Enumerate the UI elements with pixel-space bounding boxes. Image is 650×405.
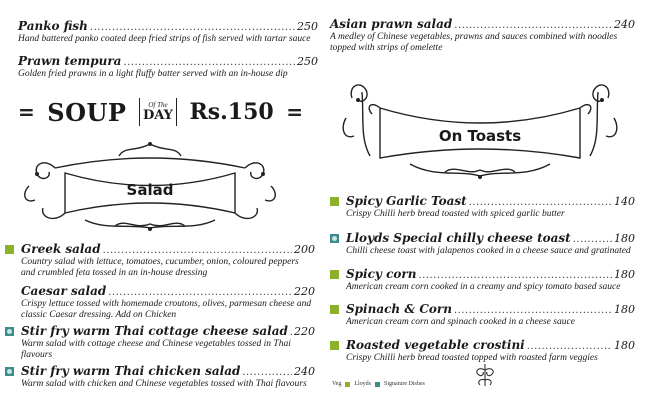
- menu-item-panko-fish: [18, 20, 318, 45]
- item-name: Panko fish: [18, 19, 88, 33]
- menu-item-thai-cottage-cheese-salad: [5, 325, 315, 361]
- veg-marker-icon: [5, 245, 14, 254]
- veg-marker-icon: [330, 197, 339, 206]
- menu-item-thai-chicken-salad: [5, 365, 315, 390]
- day-text: DAY: [142, 108, 173, 123]
- banner-rule-left: =: [18, 100, 35, 124]
- item-description: Crispy Chilli herb bread toasted with spiced garlic butter: [346, 209, 565, 219]
- item-price: 220: [294, 285, 315, 298]
- item-description: Hand battered panko coated deep fried strips of fish served with tartar sauce: [18, 34, 311, 44]
- item-price: 220: [294, 325, 315, 338]
- legend-lloyds-label: Lloyds: [354, 381, 372, 387]
- item-price: 250: [297, 55, 318, 68]
- item-name: Spicy corn: [346, 267, 417, 281]
- toasts-section-header: [340, 78, 620, 183]
- legend-veg-label: Veg: [332, 381, 342, 387]
- item-price: 180: [614, 268, 635, 281]
- of-the-text: Of The: [148, 101, 168, 109]
- item-price: 180: [614, 303, 635, 316]
- item-description: Crispy Chilli herb bread toasted topped with roasted farm veggies: [346, 353, 598, 363]
- item-description: A medley of Chinese vegetables, prawns and sauces combined with noodles topped with strips of omelette: [330, 32, 618, 53]
- signature-marker-icon: [330, 234, 339, 243]
- item-name: Caesar salad: [21, 284, 107, 298]
- item-description: Golden fried prawns in a light fluffy batter served with an in-house dip: [18, 69, 288, 79]
- item-description: Country salad with lettuce, tomatoes, cucumber, onion, coloured peppers and crumbled feta tossed in an in-house dressing: [21, 257, 299, 278]
- item-description: Chilli cheese toast with jalapenos cooked in a cheese sauce and gratinated: [346, 246, 631, 256]
- of-the-day-label: [139, 98, 177, 126]
- banner-rule-right: =: [286, 100, 303, 124]
- dish-legend: [332, 381, 425, 387]
- soup-label: SOUP: [47, 97, 127, 127]
- item-description: Warm salad with chicken and Chinese vegetables tossed with Thai flavours: [21, 379, 307, 389]
- item-name: Lloyds Special chilly cheese toast: [346, 231, 571, 245]
- footer-flourish-icon: [470, 362, 500, 388]
- menu-item-roasted-vegetable-crostini: [330, 339, 635, 364]
- item-name: Roasted vegetable crostini: [346, 338, 525, 352]
- item-price: 180: [614, 232, 635, 245]
- menu-item-asian-prawn-salad: [330, 18, 635, 54]
- menu-item-prawn-tempura: [18, 55, 318, 80]
- item-description: American cream corn cooked in a creamy and spicy tomato based sauce: [346, 282, 621, 292]
- menu-item-spinach-and-corn: [330, 303, 635, 328]
- item-name: Stir fry warm Thai cottage cheese salad: [21, 324, 288, 338]
- signature-marker-icon: [5, 367, 14, 376]
- menu-item-greek-salad: [5, 243, 315, 279]
- menu-item-spicy-garlic-toast: [330, 195, 635, 220]
- menu-item-caesar-salad: [5, 285, 315, 321]
- item-description: American cream corn and spinach cooked in a cheese sauce: [346, 317, 575, 327]
- item-price: 200: [294, 243, 315, 256]
- soup-of-the-day-banner: [18, 96, 303, 128]
- item-name: Prawn tempura: [18, 54, 122, 68]
- item-name: Stir fry warm Thai chicken salad: [21, 364, 241, 378]
- item-name: Asian prawn salad: [330, 17, 453, 31]
- menu-item-spicy-corn: [330, 268, 635, 293]
- salad-section-title: Salad: [126, 181, 174, 199]
- veg-marker-icon: [330, 305, 339, 314]
- signature-marker-icon: [5, 327, 14, 336]
- item-price: 140: [614, 195, 635, 208]
- item-price: 240: [294, 365, 315, 378]
- item-description: Crispy lettuce tossed with homemade croutons, olives, parmesan cheese and classic Caesar dressing. Add on Chicken: [21, 299, 312, 320]
- veg-marker-icon: [330, 270, 339, 279]
- legend-signature-label: Signature Dishes: [384, 381, 425, 387]
- item-price: 240: [614, 18, 635, 31]
- veg-swatch-icon: [345, 382, 350, 387]
- salad-section-header: [15, 138, 285, 233]
- soup-price: Rs.150: [189, 99, 274, 125]
- item-description: Warm salad with cottage cheese and Chinese vegetables tossed in Thai flavours: [21, 339, 291, 360]
- veg-marker-icon: [330, 341, 339, 350]
- item-name: Spicy Garlic Toast: [346, 194, 467, 208]
- item-name: Spinach & Corn: [346, 302, 452, 316]
- item-price: 180: [614, 339, 635, 352]
- item-name: Greek salad: [21, 242, 101, 256]
- signature-swatch-icon: [375, 382, 380, 387]
- menu-item-lloyds-special-chilly-cheese-toast: [330, 232, 635, 257]
- item-price: 250: [297, 20, 318, 33]
- toasts-section-title: On Toasts: [438, 127, 522, 145]
